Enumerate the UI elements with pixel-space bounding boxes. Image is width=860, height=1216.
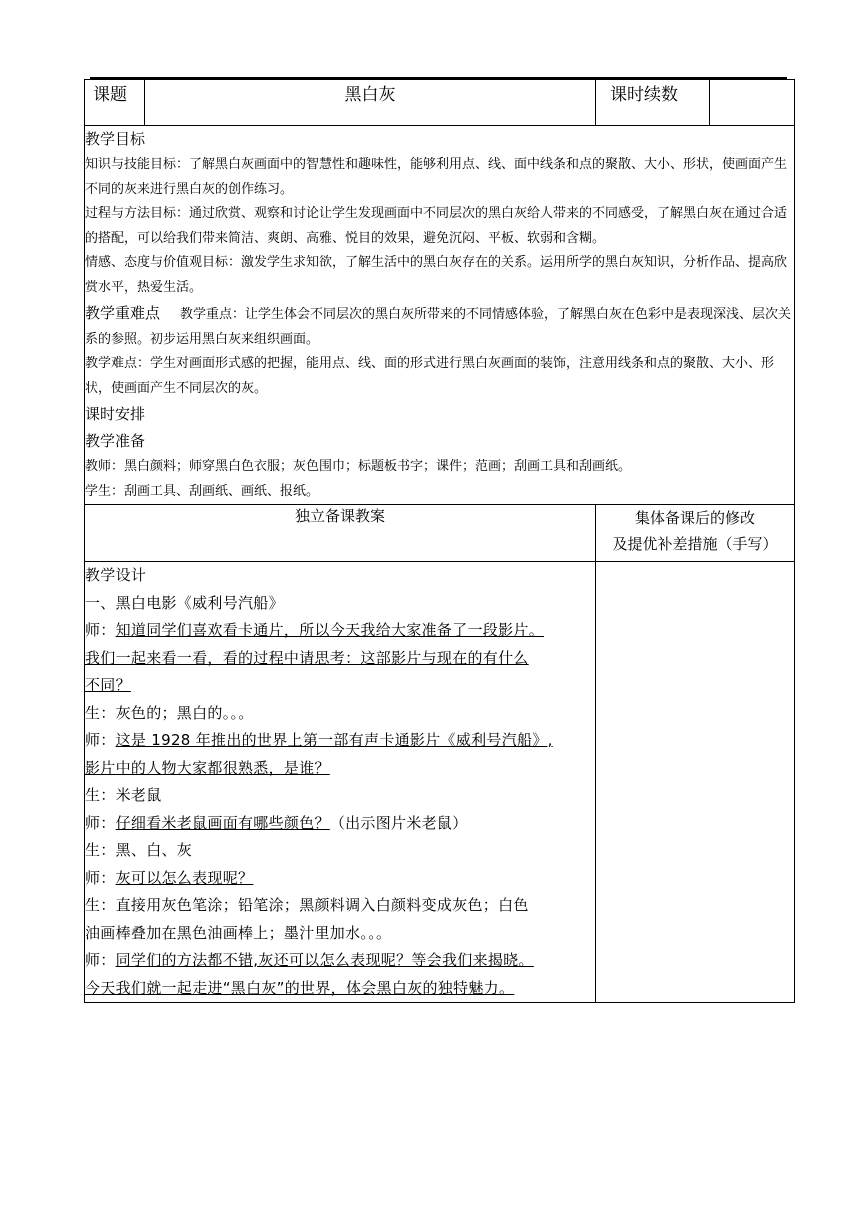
section-title: 一、黑白电影《威利号汽船》 (85, 593, 284, 612)
design-row (85, 562, 795, 1003)
objectives-cell (85, 126, 795, 505)
difficulty-text: 教学难点：学生对画面形式感的把握，能用点、线、面的形式进行黑白灰画面的装饰，注意用线条和点的聚散、大小、形状，使画面产生不同层次的灰。 (85, 356, 775, 396)
dialogue-line: 师：这是 1928 年推出的世界上第一部有声卡通影片《威利号汽船》, (85, 731, 553, 749)
preparation-heading: 教学准备 (85, 432, 146, 450)
student-preparation: 学生：刮画工具、刮画纸、画纸、报纸。 (85, 483, 320, 499)
collective-header-line2: 及提优补差措施（手写） (612, 535, 778, 553)
knowledge-objective: 知识与技能目标：了解黑白灰画面中的智慧性和趣味性，能够利用点、线、面中线条和点的聚散、大小、形状，使画面产生不同的灰来进行黑白灰的创作练习。 (85, 157, 788, 197)
teacher-preparation: 教师：黑白颜料；师穿黑白色衣服；灰色围巾；标题板书字；课件；范画；刮画工具和刮画纸。 (85, 459, 632, 474)
dialogue-line: 我们一起来看一看，看的过程中请思考：这部影片与现在的有什么 (85, 648, 529, 667)
dialogue-line: 师：灰可以怎么表现呢？ (85, 868, 254, 887)
handwritten-notes-cell (596, 562, 795, 1003)
dialogue-line: 生：黑、白、灰 (85, 841, 193, 859)
objectives-heading: 教学目标 (85, 130, 146, 148)
dialogue-line: 生：米老鼠 (85, 786, 162, 804)
header-row (85, 80, 795, 126)
process-objective: 过程与方法目标：通过欣赏、观察和讨论让学生发现画面中不同层次的黑白灰给人带来的不同感受，了解黑白灰在通过合适的搭配，可以给我们带来简洁、爽朗、高雅、悦目的效果，避免沉闷、平板、软弱和含糊。 (85, 206, 788, 246)
schedule-heading: 课时安排 (85, 405, 146, 423)
topic-value: 黑白灰 (145, 80, 596, 126)
independent-plan-header: 独立备课教案 (85, 505, 596, 562)
collective-header-line1: 集体备课后的修改 (634, 509, 755, 527)
design-cell (85, 562, 596, 1003)
dialogue-line: 师：同学们的方法都不错,灰还可以怎么表现呢？等会我们来揭晓。 (85, 951, 534, 969)
key-point-paragraph (85, 300, 794, 352)
design-heading: 教学设计 (85, 566, 147, 584)
dialogue-line: 油画棒叠加在黑色油画棒上；墨汁里加水。。。 (85, 923, 392, 942)
objectives-row (85, 126, 795, 505)
topic-label: 课题 (85, 80, 145, 126)
hours-value (710, 80, 795, 126)
dialogue-line: 生：直接用灰色笔涂；铅笔涂；黑颜料调入白颜料变成灰色；白色 (85, 896, 529, 914)
dialogue-line: 影片中的人物大家都很熟悉，是谁？ (85, 758, 330, 777)
dialogue-line: 今天我们就一起走进“黑白灰”的世界，体会黑白灰的独特魅力。 (85, 978, 515, 997)
emotion-objective: 情感、态度与价值观目标：激发学生求知欲，了解生活中的黑白灰存在的关系。运用所学的黑白灰知识，分析作品、提高欣赏水平，热爱生活。 (85, 255, 788, 295)
dialogue-line: 师：知道同学们喜欢看卡通片，所以今天我给大家准备了一段影片。 (85, 621, 545, 639)
column-header-row (85, 505, 795, 562)
key-point-text: 教学重点：让学生体会不同层次的黑白灰所带来的不同情感体验，了解黑白灰在色彩中是表现深浅、层次关系的参照。初步运用黑白灰来组织画面。 (85, 307, 792, 347)
dialogue-line: 师：仔细看米老鼠画面有哪些颜色？（出示图片米老鼠） (85, 813, 468, 832)
key-difficulty-heading: 教学重难点 (85, 304, 161, 322)
dialogue-line: 不同？ (85, 676, 131, 694)
dialogue-line: 生：灰色的；黑白的。。。 (85, 703, 254, 722)
lesson-plan-table (84, 79, 795, 1003)
hours-label: 课时续数 (596, 80, 710, 126)
collective-plan-header (596, 505, 795, 562)
